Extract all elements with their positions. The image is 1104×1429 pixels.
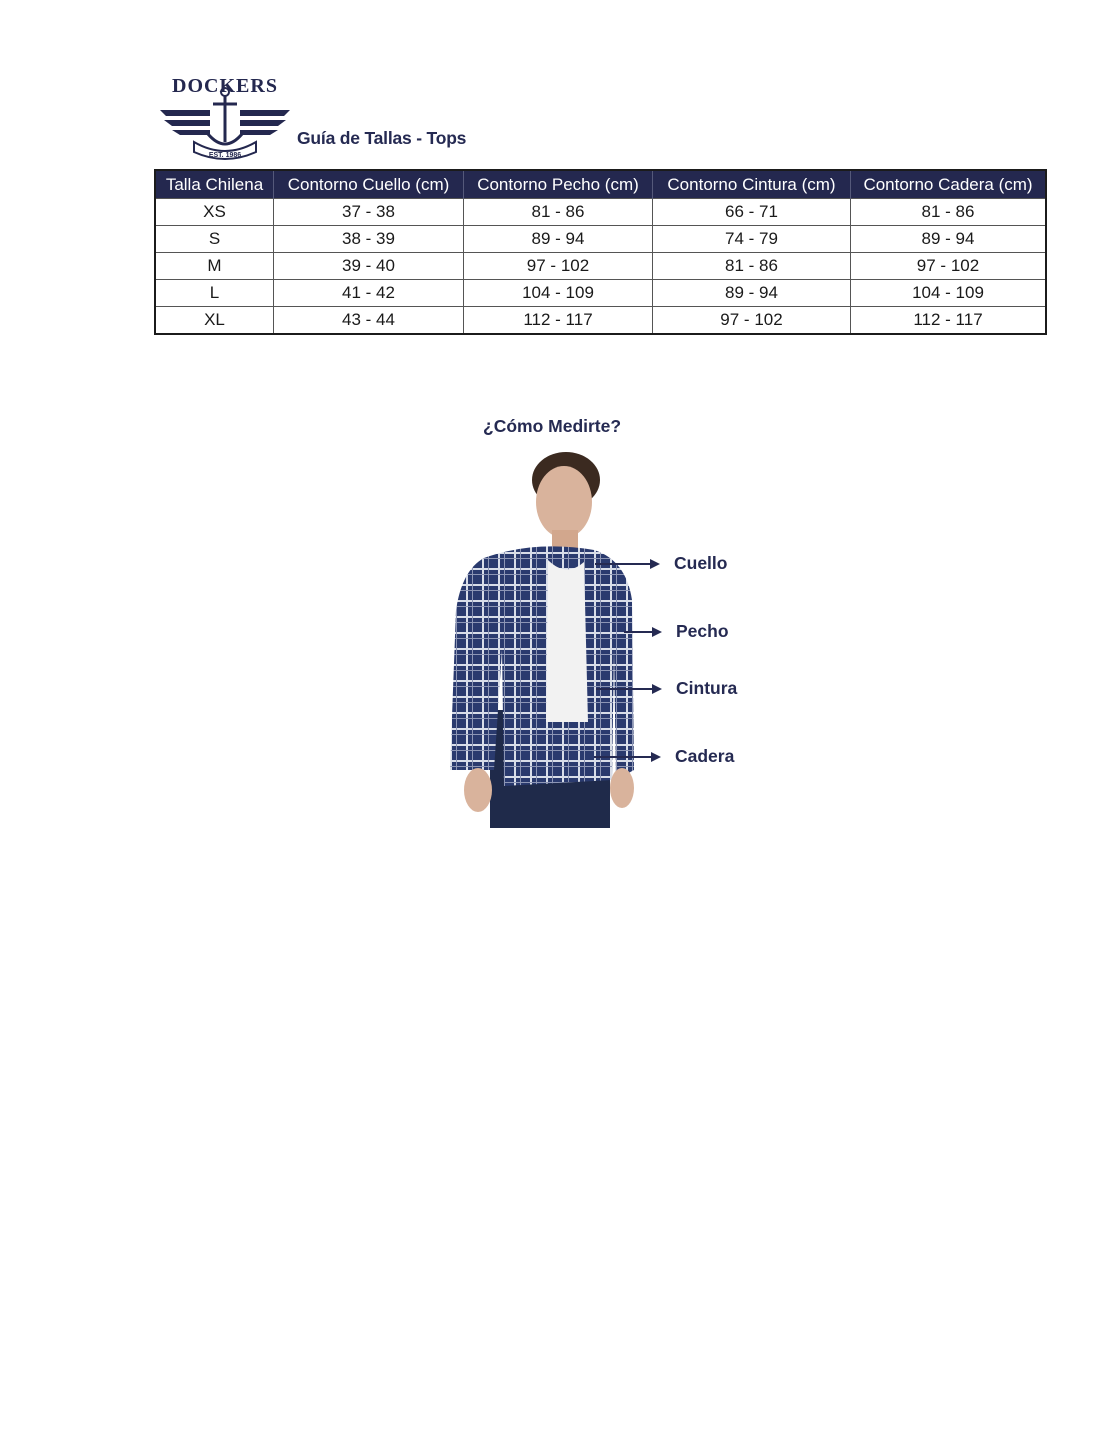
table-cell: XS — [155, 199, 274, 226]
table-cell: 43 - 44 — [274, 307, 464, 335]
pointer-line — [624, 631, 652, 633]
svg-text:EST. 1986: EST. 1986 — [208, 152, 242, 159]
column-header: Contorno Cadera (cm) — [851, 170, 1047, 199]
document-title: Guía de Tallas - Tops — [297, 128, 467, 148]
arrow-right-icon — [652, 684, 662, 694]
measure-label-neck: Cuello — [674, 553, 728, 573]
brand-text: DOCKERS — [172, 75, 278, 97]
table-cell: 112 - 117 — [464, 307, 653, 335]
table-row — [155, 280, 1046, 307]
table-cell: 66 - 71 — [653, 199, 851, 226]
table-row — [155, 199, 1046, 226]
table-cell: 41 - 42 — [274, 280, 464, 307]
table-row — [155, 253, 1046, 280]
arrow-right-icon — [650, 559, 660, 569]
table-row — [155, 307, 1046, 335]
table-cell: 89 - 94 — [464, 226, 653, 253]
pointer-line — [595, 563, 650, 565]
pointer-line — [596, 688, 652, 690]
table-cell: 89 - 94 — [851, 226, 1047, 253]
table-cell: 38 - 39 — [274, 226, 464, 253]
table-cell: XL — [155, 307, 274, 335]
pointer-line — [594, 756, 651, 758]
arrow-right-icon — [652, 627, 662, 637]
table-cell: 97 - 102 — [464, 253, 653, 280]
measure-pointer-waist — [596, 678, 737, 699]
table-cell: 112 - 117 — [851, 307, 1047, 335]
measure-pointer-chest — [624, 621, 729, 642]
table-cell: 39 - 40 — [274, 253, 464, 280]
measure-pointer-neck — [595, 553, 727, 574]
column-header: Talla Chilena — [155, 170, 274, 199]
table-header-row — [155, 170, 1046, 199]
table-row — [155, 226, 1046, 253]
table-cell: 97 - 102 — [851, 253, 1047, 280]
table-cell: M — [155, 253, 274, 280]
table-cell: L — [155, 280, 274, 307]
table-cell: 81 - 86 — [464, 199, 653, 226]
table-cell: 104 - 109 — [851, 280, 1047, 307]
table-cell: 89 - 94 — [653, 280, 851, 307]
measure-label-hip: Cadera — [675, 746, 735, 766]
table-cell: 81 - 86 — [653, 253, 851, 280]
table-cell: 104 - 109 — [464, 280, 653, 307]
table-cell: 97 - 102 — [653, 307, 851, 335]
column-header: Contorno Pecho (cm) — [464, 170, 653, 199]
table-cell: 81 - 86 — [851, 199, 1047, 226]
table-cell: 37 - 38 — [274, 199, 464, 226]
model-photo — [444, 450, 644, 830]
measure-label-waist: Cintura — [676, 678, 738, 698]
dockers-logo — [158, 62, 292, 164]
table-cell: S — [155, 226, 274, 253]
how-to-measure-title: ¿Cómo Medirte? — [483, 416, 622, 436]
measure-label-chest: Pecho — [676, 621, 729, 641]
column-header: Contorno Cuello (cm) — [274, 170, 464, 199]
table-cell: 74 - 79 — [653, 226, 851, 253]
size-table — [154, 169, 1047, 335]
arrow-right-icon — [651, 752, 661, 762]
column-header: Contorno Cintura (cm) — [653, 170, 851, 199]
measure-pointer-hip — [594, 746, 734, 767]
